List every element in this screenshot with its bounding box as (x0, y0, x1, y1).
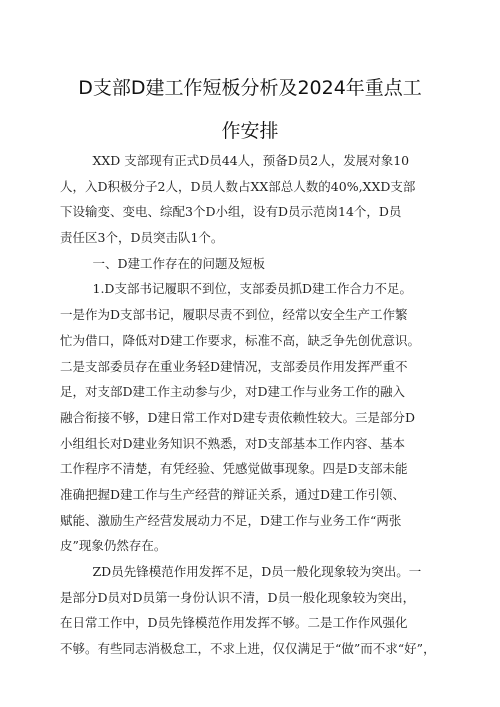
body-line: 皮”现象仍然存在。 (60, 538, 167, 554)
body-line: 足，对支部D建工作主动参与少，对D建工作与业务工作的融入 (60, 384, 406, 400)
body-line: XXD 支部现有正式D员44人，预备D员2人，发展对象10 (92, 153, 410, 168)
body-line: 责任区3个，D员突击队1个。 (60, 230, 224, 246)
document-title-line-2: 作安排 (221, 120, 279, 142)
body-line: 在日常工作中，D员先锋模范作用发挥不够。二是工作作风强化 (60, 615, 408, 631)
document-body (60, 148, 440, 662)
document-title-line-1: D支部D建工作短板分析及2024年重点工 (78, 77, 422, 99)
body-line: ZD员先锋模范作用发挥不足，D员一般化现象较为突出。一 (92, 564, 422, 579)
body-line: 忙为借口，降低对D建工作要求，标准不高，缺乏争先创优意识。 (60, 332, 421, 348)
body-line: 是部分D员对D员第一身份认识不清，D员一般化现象较为突出， (60, 589, 416, 605)
subsection-heading: 1.D支部书记履职不到位，支部委员抓D建工作合力不足。 (92, 281, 412, 297)
body-line: 工作程序不清楚，有凭经验、凭感觉做事现象。四是D支部未能 (60, 461, 408, 477)
section-heading: 一、D建工作存在的问题及短板 (92, 255, 266, 271)
body-line: 二是支部委员存在重业务轻D建情况，支部委员作用发挥严重不 (60, 358, 408, 374)
body-line: 赋能、激励生产经营发展动力不足，D建工作与业务工作“两张 (60, 512, 402, 528)
body-line: 下设输变、变电、综配3个D小组，设有D员示范岗14个，D员 (60, 204, 402, 220)
body-line: 一是作为D支部书记，履职尽责不到位，经常以安全生产工作繁 (60, 307, 408, 323)
body-line: 人，入D积极分子2人，D员人数占XX部总人数的40%,XXD支部 (60, 178, 416, 194)
body-line: 融合衔接不够，D建日常工作对D建专责依赖性较大。三是部分D (60, 409, 416, 425)
body-line: 准确把握D建工作与生产经营的辩证关系，通过D建工作引领、 (60, 486, 406, 502)
body-line: 小组组长对D建业务知识不熟悉，对D支部基本工作内容、基本 (60, 435, 406, 451)
body-line: 不够。有些同志消极怠工，不求上进，仅仅满足于“做”而不求“好”， (60, 641, 436, 657)
